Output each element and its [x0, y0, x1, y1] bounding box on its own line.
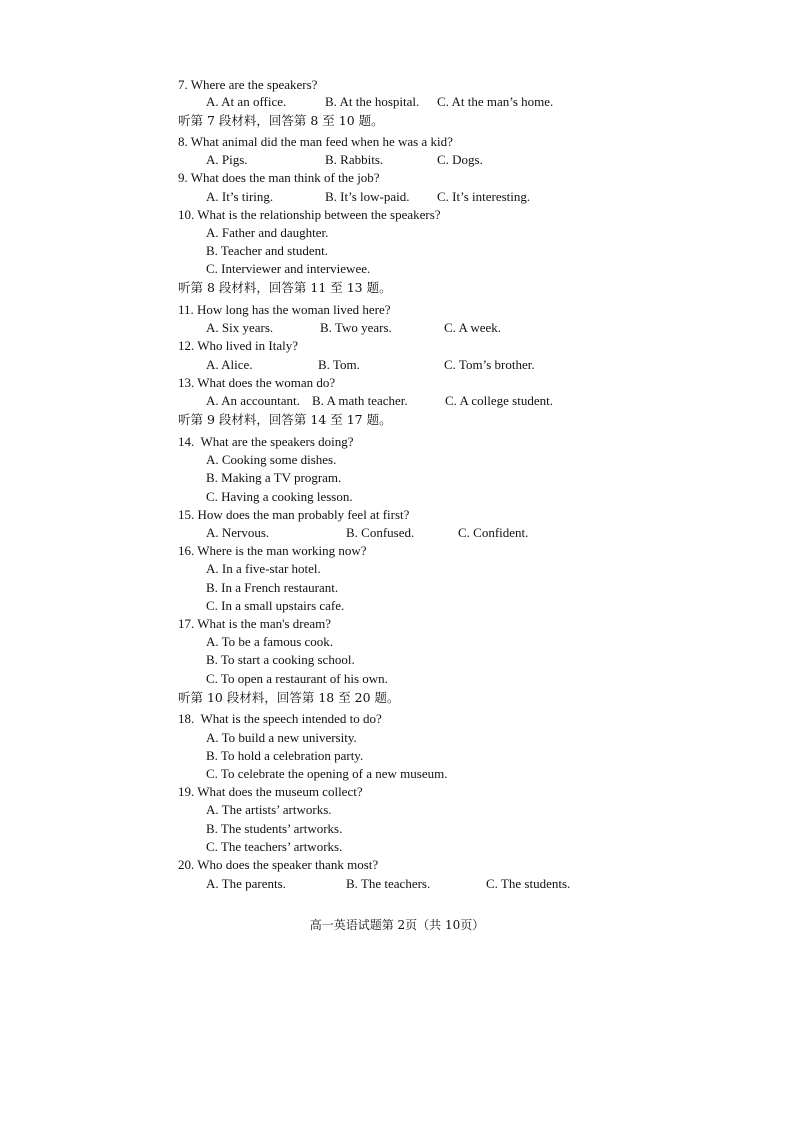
question-10-option-b: B. Teacher and student. — [206, 243, 328, 258]
page-footer: 高一英语试题第 2页（共 10页） — [309, 918, 485, 932]
question-19-option-c: C. The teachers’ artworks. — [206, 839, 343, 854]
question-12-option-a: A. Alice. — [206, 357, 253, 372]
question-7-option-b: B. At the hospital. — [325, 94, 420, 109]
question-11: 11. How long has the woman lived here? — [178, 302, 391, 317]
question-12-option-b: B. Tom. — [318, 357, 360, 372]
question-13: 13. What does the woman do? — [178, 375, 336, 390]
question-7-option-a: A. At an office. — [206, 94, 287, 109]
question-13-option-a: A. An accountant. — [206, 393, 300, 408]
section-heading-8: 听第 8 段材料，回答第 11 至 13 题。 — [178, 280, 392, 295]
question-14-option-c: C. Having a cooking lesson. — [206, 489, 353, 504]
question-20-option-b: B. The teachers. — [346, 876, 431, 891]
question-7-option-c: C. At the man’s home. — [437, 94, 554, 109]
question-9-option-b: B. It’s low-paid. — [325, 189, 410, 204]
section-heading-9: 听第 9 段材料，回答第 14 至 17 题。 — [178, 412, 392, 427]
question-8-option-c: C. Dogs. — [437, 152, 483, 167]
question-17-option-a: A. To be a famous cook. — [206, 634, 334, 649]
question-16-option-b: B. In a French restaurant. — [206, 580, 339, 595]
question-17-option-c: C. To open a restaurant of his own. — [206, 671, 388, 686]
question-14-option-a: A. Cooking some dishes. — [206, 452, 337, 467]
section-heading-7: 听第 7 段材料，回答第 8 至 10 题。 — [178, 113, 384, 128]
question-19-option-b: B. The students’ artworks. — [206, 821, 343, 836]
question-11-option-c: C. A week. — [444, 320, 502, 335]
question-10-option-a: A. Father and daughter. — [206, 225, 329, 240]
question-19-option-a: A. The artists’ artworks. — [206, 802, 332, 817]
question-8-option-b: B. Rabbits. — [325, 152, 384, 167]
question-15: 15. How does the man probably feel at first? — [178, 507, 410, 522]
question-9-option-c: C. It’s interesting. — [437, 189, 531, 204]
question-12: 12. Who lived in Italy? — [178, 338, 298, 353]
question-15-option-c: C. Confident. — [458, 525, 529, 540]
question-15-option-a: A. Nervous. — [206, 525, 270, 540]
question-20: 20. Who does the speaker thank most? — [178, 857, 379, 872]
question-16-option-c: C. In a small upstairs cafe. — [206, 598, 345, 613]
question-16: 16. Where is the man working now? — [178, 543, 367, 558]
question-13-option-b: B. A math teacher. — [312, 393, 408, 408]
question-14: 14. What are the speakers doing? — [178, 434, 354, 449]
question-18: 18. What is the speech intended to do? — [178, 711, 382, 726]
question-16-option-a: A. In a five-star hotel. — [206, 561, 321, 576]
question-17: 17. What is the man's dream? — [178, 616, 332, 631]
question-18-option-a: A. To build a new university. — [206, 730, 357, 745]
question-10-option-c: C. Interviewer and interviewee. — [206, 261, 371, 276]
question-7: 7. Where are the speakers? — [178, 77, 318, 92]
question-15-option-b: B. Confused. — [346, 525, 415, 540]
question-11-option-a: A. Six years. — [206, 320, 274, 335]
question-14-option-b: B. Making a TV program. — [206, 470, 342, 485]
question-18-option-b: B. To hold a celebration party. — [206, 748, 364, 763]
question-10: 10. What is the relationship between the speakers? — [178, 207, 441, 222]
question-8: 8. What animal did the man feed when he was a kid? — [178, 134, 453, 149]
question-13-option-c: C. A college student. — [445, 393, 553, 408]
question-20-option-c: C. The students. — [486, 876, 571, 891]
section-heading-10: 听第 10 段材料，回答第 18 至 20 题。 — [178, 690, 400, 705]
question-12-option-c: C. Tom’s brother. — [444, 357, 535, 372]
question-9-option-a: A. It’s tiring. — [206, 189, 274, 204]
question-20-option-a: A. The parents. — [206, 876, 286, 891]
question-18-option-c: C. To celebrate the opening of a new museum. — [206, 766, 448, 781]
question-19: 19. What does the museum collect? — [178, 784, 363, 799]
question-17-option-b: B. To start a cooking school. — [206, 652, 355, 667]
question-9: 9. What does the man think of the job? — [178, 170, 380, 185]
question-8-option-a: A. Pigs. — [206, 152, 248, 167]
question-11-option-b: B. Two years. — [320, 320, 392, 335]
